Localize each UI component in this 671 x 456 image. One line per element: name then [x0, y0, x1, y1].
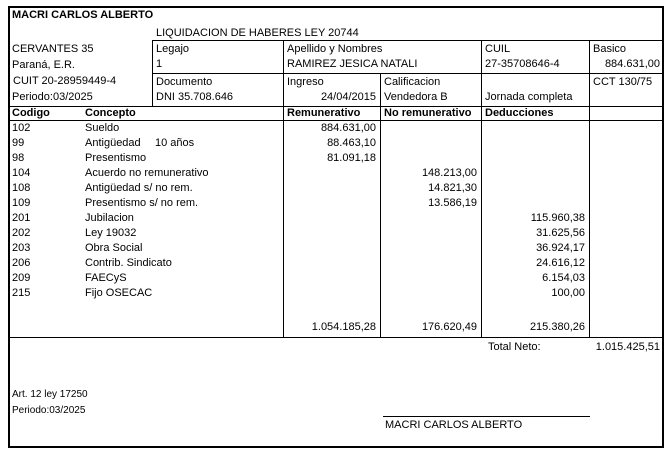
header-codigo: Codigo	[12, 107, 50, 119]
employer-name: MACRI CARLOS ALBERTO	[12, 9, 154, 21]
row-codigo: 102	[12, 122, 31, 134]
address-line-2: Paraná, E.R.	[12, 59, 75, 71]
row-remunerativo: 81.091,18	[327, 152, 376, 164]
row-deducciones: 6.154,03	[542, 272, 585, 284]
grid-line	[152, 73, 664, 74]
table-row	[0, 181, 671, 196]
table-row	[0, 166, 671, 181]
table-header-row	[0, 106, 671, 120]
row-codigo: 206	[12, 257, 31, 269]
field-jornada	[481, 73, 589, 106]
row-codigo: 203	[12, 242, 31, 254]
legajo-label: Legajo	[156, 43, 190, 55]
row-codigo: 201	[12, 212, 31, 224]
row-detail: 10 años	[155, 137, 195, 149]
table-row	[0, 241, 671, 256]
field-ingreso	[283, 73, 380, 106]
row-concepto: FAECyS	[85, 272, 127, 284]
row-concepto: Ley 19032	[85, 227, 137, 239]
row-codigo: 215	[12, 287, 31, 299]
row-concepto: Antigüedad	[85, 137, 141, 149]
header-remunerativo: Remunerativo	[287, 107, 361, 119]
jornada-value: Jornada completa	[485, 91, 573, 103]
basico-label: Basico	[593, 43, 627, 55]
total-neto-value: 1.015.425,51	[595, 341, 660, 353]
documento-label: Documento	[156, 76, 213, 88]
period-text: Periodo:03/2025	[12, 91, 93, 103]
table-row	[0, 226, 671, 241]
row-no-remunerativo: 14.821,30	[428, 182, 477, 194]
row-deducciones: 115.960,38	[530, 212, 585, 224]
table-totals-row	[0, 320, 671, 335]
row-concepto: Jubilacion	[85, 212, 134, 224]
row-concepto: Antigüedad s/ no rem.	[85, 182, 193, 194]
row-concepto: Contrib. Sindicato	[85, 257, 172, 269]
field-legajo	[152, 40, 283, 73]
documento-value: DNI 35.708.646	[156, 91, 234, 103]
address-line-1: CERVANTES 35	[12, 43, 94, 55]
document-title: LIQUIDACION DE HABERES LEY 20744	[156, 27, 359, 39]
row-codigo: 202	[12, 227, 31, 239]
row-deducciones: 31.625,56	[536, 227, 585, 239]
cuil-value: 27-35708646-4	[485, 58, 560, 70]
row-concepto: Presentismo	[85, 152, 147, 164]
field-documento	[152, 73, 283, 106]
row-deducciones: 24.616,12	[536, 257, 585, 269]
row-remunerativo: 88.463,10	[327, 137, 376, 149]
table-row	[0, 136, 671, 151]
row-codigo: 99	[12, 137, 25, 149]
basico-value: 884.631,00	[604, 58, 660, 70]
row-no-remunerativo: 148.213,00	[421, 167, 477, 179]
row-codigo: 109	[12, 197, 31, 209]
total-remunerativo: 1.054.185,28	[311, 321, 376, 333]
row-remunerativo: 884.631,00	[320, 122, 376, 134]
row-codigo: 104	[12, 167, 31, 179]
field-apellido-nombres	[283, 40, 481, 73]
ingreso-label: Ingreso	[287, 76, 324, 88]
total-neto-label: Total Neto:	[488, 341, 541, 353]
row-codigo: 209	[12, 272, 31, 284]
field-basico	[589, 40, 664, 73]
row-codigo: 108	[12, 182, 31, 194]
row-concepto: Presentismo s/ no rem.	[85, 197, 199, 209]
row-no-remunerativo: 13.586,19	[428, 197, 477, 209]
cuil-label: CUIL	[485, 43, 511, 55]
row-concepto: Obra Social	[85, 242, 143, 254]
header-deducciones: Deducciones	[485, 107, 554, 119]
row-deducciones: 100,00	[551, 287, 585, 299]
header-concepto: Concepto	[85, 107, 136, 119]
row-concepto: Fijo OSECAC	[85, 287, 153, 299]
field-cuil	[481, 40, 589, 73]
table-row	[0, 256, 671, 271]
footer-note-art: Art. 12 ley 17250	[12, 389, 88, 400]
footer-note-period: Periodo:03/2025	[12, 405, 86, 416]
table-row	[0, 211, 671, 226]
ingreso-value: 24/04/2015	[320, 91, 376, 103]
table-row	[0, 286, 671, 301]
field-calificacion	[380, 73, 481, 106]
grid-line	[152, 40, 664, 41]
total-deducciones: 215.380,26	[529, 321, 585, 333]
header-no-remunerativo: No remunerativo	[384, 107, 472, 119]
apellido-value: RAMIREZ JESICA NATALI	[287, 58, 418, 70]
table-row	[0, 271, 671, 286]
cuit-text: CUIT 20-28959449-4	[13, 75, 117, 87]
table-row	[0, 121, 671, 136]
total-no-remunerativo: 176.620,49	[421, 321, 477, 333]
field-cct	[589, 73, 664, 106]
signature-line	[383, 416, 590, 417]
apellido-label: Apellido y Nombres	[287, 43, 383, 55]
row-concepto: Acuerdo no remunerativo	[85, 167, 209, 179]
cct-value: CCT 130/75	[593, 76, 653, 88]
calificacion-label: Calificacion	[384, 76, 441, 88]
grid-line	[8, 337, 664, 338]
row-codigo: 98	[12, 152, 25, 164]
legajo-value: 1	[156, 58, 163, 70]
row-concepto: Sueldo	[85, 122, 120, 134]
table-row	[0, 151, 671, 166]
calificacion-value: Vendedora B	[384, 91, 448, 103]
signature-name: MACRI CARLOS ALBERTO	[385, 419, 523, 431]
row-deducciones: 36.924,17	[536, 242, 585, 254]
grid-line	[152, 40, 153, 106]
table-row	[0, 196, 671, 211]
